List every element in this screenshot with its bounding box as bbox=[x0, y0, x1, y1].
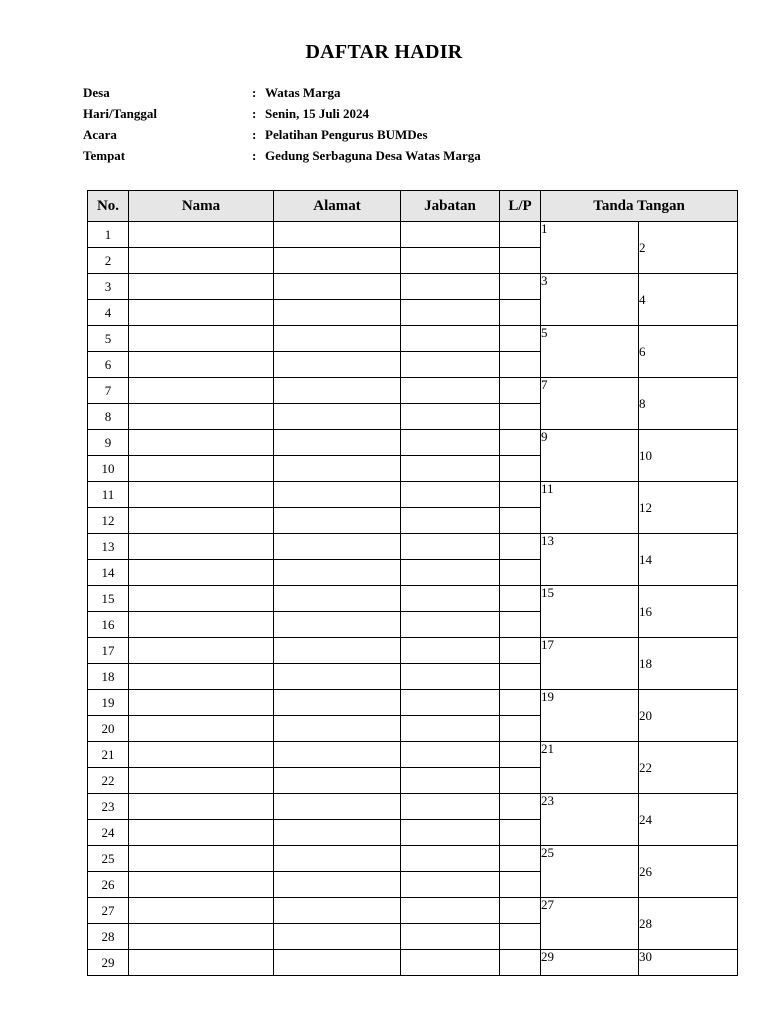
header-alamat: Alamat bbox=[274, 191, 401, 222]
address-cell[interactable] bbox=[274, 560, 401, 586]
position-cell[interactable] bbox=[401, 274, 500, 300]
position-cell[interactable] bbox=[401, 820, 500, 846]
gender-cell[interactable] bbox=[500, 378, 541, 404]
table-row bbox=[88, 534, 738, 560]
table-row bbox=[88, 430, 738, 456]
address-cell[interactable] bbox=[274, 794, 401, 820]
address-cell[interactable] bbox=[274, 456, 401, 482]
signature-cell[interactable]: 2 bbox=[639, 222, 738, 274]
signature-cell[interactable]: 8 bbox=[639, 378, 738, 430]
address-cell[interactable] bbox=[274, 274, 401, 300]
address-cell[interactable] bbox=[274, 404, 401, 430]
signature-cell[interactable]: 30 bbox=[639, 950, 738, 976]
position-cell[interactable] bbox=[401, 612, 500, 638]
gender-cell[interactable] bbox=[500, 274, 541, 300]
gender-cell[interactable] bbox=[500, 742, 541, 768]
gender-cell[interactable] bbox=[500, 950, 541, 976]
row-number: 17 bbox=[88, 638, 129, 664]
position-cell[interactable] bbox=[401, 716, 500, 742]
name-cell[interactable] bbox=[129, 664, 274, 690]
address-cell[interactable] bbox=[274, 430, 401, 456]
row-number: 22 bbox=[88, 768, 129, 794]
position-cell[interactable] bbox=[401, 482, 500, 508]
position-cell[interactable] bbox=[401, 378, 500, 404]
row-number: 20 bbox=[88, 716, 129, 742]
signature-cell[interactable]: 9 bbox=[541, 430, 639, 482]
info-label: Desa bbox=[83, 85, 110, 100]
name-cell[interactable] bbox=[129, 300, 274, 326]
address-cell[interactable] bbox=[274, 508, 401, 534]
signature-cell[interactable]: 25 bbox=[541, 846, 639, 898]
name-cell[interactable] bbox=[129, 404, 274, 430]
signature-cell[interactable]: 7 bbox=[541, 378, 639, 430]
address-cell[interactable] bbox=[274, 664, 401, 690]
row-number: 10 bbox=[88, 456, 129, 482]
table-row bbox=[88, 378, 738, 404]
position-cell[interactable] bbox=[401, 586, 500, 612]
address-cell[interactable] bbox=[274, 222, 401, 248]
name-cell[interactable] bbox=[129, 560, 274, 586]
signature-cell[interactable]: 17 bbox=[541, 638, 639, 690]
address-cell[interactable] bbox=[274, 248, 401, 274]
gender-cell[interactable] bbox=[500, 638, 541, 664]
row-number: 18 bbox=[88, 664, 129, 690]
position-cell[interactable] bbox=[401, 950, 500, 976]
info-label: Acara bbox=[83, 127, 117, 142]
table-row bbox=[88, 638, 738, 664]
gender-cell[interactable] bbox=[500, 560, 541, 586]
signature-cell[interactable]: 11 bbox=[541, 482, 639, 534]
signature-cell[interactable]: 10 bbox=[639, 430, 738, 482]
gender-cell[interactable] bbox=[500, 898, 541, 924]
table-row bbox=[88, 742, 738, 768]
position-cell[interactable] bbox=[401, 508, 500, 534]
address-cell[interactable] bbox=[274, 534, 401, 560]
signature-cell[interactable]: 6 bbox=[639, 326, 738, 378]
name-cell[interactable] bbox=[129, 716, 274, 742]
address-cell[interactable] bbox=[274, 300, 401, 326]
signature-cell[interactable]: 3 bbox=[541, 274, 639, 326]
table-row bbox=[88, 274, 738, 300]
name-cell[interactable] bbox=[129, 534, 274, 560]
row-number: 9 bbox=[88, 430, 129, 456]
address-cell[interactable] bbox=[274, 846, 401, 872]
row-number: 23 bbox=[88, 794, 129, 820]
signature-cell[interactable]: 21 bbox=[541, 742, 639, 794]
address-cell[interactable] bbox=[274, 612, 401, 638]
header-lp: L/P bbox=[500, 191, 541, 222]
gender-cell[interactable] bbox=[500, 300, 541, 326]
row-number: 1 bbox=[88, 222, 129, 248]
address-cell[interactable] bbox=[274, 950, 401, 976]
signature-cell[interactable]: 27 bbox=[541, 898, 639, 950]
position-cell[interactable] bbox=[401, 690, 500, 716]
address-cell[interactable] bbox=[274, 716, 401, 742]
address-cell[interactable] bbox=[274, 742, 401, 768]
position-cell[interactable] bbox=[401, 352, 500, 378]
signature-cell[interactable]: 5 bbox=[541, 326, 639, 378]
name-cell[interactable] bbox=[129, 326, 274, 352]
position-cell[interactable] bbox=[401, 222, 500, 248]
position-cell[interactable] bbox=[401, 248, 500, 274]
position-cell[interactable] bbox=[401, 924, 500, 950]
position-cell[interactable] bbox=[401, 404, 500, 430]
row-number: 6 bbox=[88, 352, 129, 378]
name-cell[interactable] bbox=[129, 638, 274, 664]
gender-cell[interactable] bbox=[500, 248, 541, 274]
gender-cell[interactable] bbox=[500, 586, 541, 612]
position-cell[interactable] bbox=[401, 794, 500, 820]
address-cell[interactable] bbox=[274, 326, 401, 352]
name-cell[interactable] bbox=[129, 274, 274, 300]
gender-cell[interactable] bbox=[500, 508, 541, 534]
gender-cell[interactable] bbox=[500, 326, 541, 352]
gender-cell[interactable] bbox=[500, 716, 541, 742]
gender-cell[interactable] bbox=[500, 612, 541, 638]
signature-cell[interactable]: 12 bbox=[639, 482, 738, 534]
name-cell[interactable] bbox=[129, 950, 274, 976]
table-row bbox=[88, 846, 738, 872]
name-cell[interactable] bbox=[129, 482, 274, 508]
address-cell[interactable] bbox=[274, 378, 401, 404]
address-cell[interactable] bbox=[274, 586, 401, 612]
gender-cell[interactable] bbox=[500, 404, 541, 430]
signature-cell[interactable]: 24 bbox=[639, 794, 738, 846]
name-cell[interactable] bbox=[129, 378, 274, 404]
row-number: 26 bbox=[88, 872, 129, 898]
position-cell[interactable] bbox=[401, 560, 500, 586]
row-number: 24 bbox=[88, 820, 129, 846]
name-cell[interactable] bbox=[129, 612, 274, 638]
address-cell[interactable] bbox=[274, 482, 401, 508]
gender-cell[interactable] bbox=[500, 352, 541, 378]
address-cell[interactable] bbox=[274, 638, 401, 664]
signature-cell[interactable]: 14 bbox=[639, 534, 738, 586]
info-value: Watas Marga bbox=[265, 85, 341, 100]
table-row bbox=[88, 482, 738, 508]
name-cell[interactable] bbox=[129, 742, 274, 768]
row-number: 4 bbox=[88, 300, 129, 326]
name-cell[interactable] bbox=[129, 846, 274, 872]
name-cell[interactable] bbox=[129, 430, 274, 456]
signature-cell[interactable]: 15 bbox=[541, 586, 639, 638]
name-cell[interactable] bbox=[129, 248, 274, 274]
attendance-table-body bbox=[88, 222, 738, 976]
row-number: 27 bbox=[88, 898, 129, 924]
row-number: 2 bbox=[88, 248, 129, 274]
position-cell[interactable] bbox=[401, 430, 500, 456]
address-cell[interactable] bbox=[274, 898, 401, 924]
row-number: 8 bbox=[88, 404, 129, 430]
name-cell[interactable] bbox=[129, 820, 274, 846]
info-colon: : bbox=[252, 106, 257, 121]
row-number: 15 bbox=[88, 586, 129, 612]
address-cell[interactable] bbox=[274, 768, 401, 794]
header-no: No. bbox=[88, 191, 129, 222]
header-nama: Nama bbox=[129, 191, 274, 222]
name-cell[interactable] bbox=[129, 690, 274, 716]
position-cell[interactable] bbox=[401, 846, 500, 872]
name-cell[interactable] bbox=[129, 352, 274, 378]
signature-cell[interactable]: 4 bbox=[639, 274, 738, 326]
signature-cell[interactable]: 28 bbox=[639, 898, 738, 950]
name-cell[interactable] bbox=[129, 456, 274, 482]
row-number: 5 bbox=[88, 326, 129, 352]
position-cell[interactable] bbox=[401, 898, 500, 924]
info-label: Tempat bbox=[83, 148, 126, 163]
table-row bbox=[88, 794, 738, 820]
gender-cell[interactable] bbox=[500, 456, 541, 482]
signature-cell[interactable]: 16 bbox=[639, 586, 738, 638]
signature-cell[interactable]: 23 bbox=[541, 794, 639, 846]
gender-cell[interactable] bbox=[500, 482, 541, 508]
attendance-table bbox=[87, 190, 738, 976]
page-title: DAFTAR HADIR bbox=[305, 41, 463, 63]
address-cell[interactable] bbox=[274, 924, 401, 950]
table-row bbox=[88, 690, 738, 716]
table-row bbox=[88, 222, 738, 248]
table-header-row bbox=[88, 191, 738, 222]
gender-cell[interactable] bbox=[500, 430, 541, 456]
name-cell[interactable] bbox=[129, 898, 274, 924]
info-colon: : bbox=[252, 148, 257, 163]
name-cell[interactable] bbox=[129, 508, 274, 534]
header-tanda-tangan: Tanda Tangan bbox=[541, 191, 738, 222]
table-row bbox=[88, 586, 738, 612]
row-number: 12 bbox=[88, 508, 129, 534]
name-cell[interactable] bbox=[129, 794, 274, 820]
row-number: 16 bbox=[88, 612, 129, 638]
position-cell[interactable] bbox=[401, 638, 500, 664]
row-number: 29 bbox=[88, 950, 129, 976]
table-row bbox=[88, 326, 738, 352]
gender-cell[interactable] bbox=[500, 846, 541, 872]
name-cell[interactable] bbox=[129, 586, 274, 612]
info-value: Senin, 15 Juli 2024 bbox=[265, 106, 370, 121]
info-colon: : bbox=[252, 127, 257, 142]
name-cell[interactable] bbox=[129, 924, 274, 950]
signature-cell[interactable]: 29 bbox=[541, 950, 639, 976]
address-cell[interactable] bbox=[274, 872, 401, 898]
address-cell[interactable] bbox=[274, 352, 401, 378]
row-number: 14 bbox=[88, 560, 129, 586]
signature-cell[interactable]: 1 bbox=[541, 222, 639, 274]
info-colon: : bbox=[252, 85, 257, 100]
row-number: 7 bbox=[88, 378, 129, 404]
row-number: 3 bbox=[88, 274, 129, 300]
table-row bbox=[88, 898, 738, 924]
position-cell[interactable] bbox=[401, 326, 500, 352]
signature-cell[interactable]: 19 bbox=[541, 690, 639, 742]
info-label: Hari/Tanggal bbox=[83, 106, 157, 121]
gender-cell[interactable] bbox=[500, 222, 541, 248]
gender-cell[interactable] bbox=[500, 820, 541, 846]
gender-cell[interactable] bbox=[500, 924, 541, 950]
table-row bbox=[88, 950, 738, 976]
row-number: 13 bbox=[88, 534, 129, 560]
name-cell[interactable] bbox=[129, 768, 274, 794]
address-cell[interactable] bbox=[274, 690, 401, 716]
address-cell[interactable] bbox=[274, 820, 401, 846]
position-cell[interactable] bbox=[401, 534, 500, 560]
gender-cell[interactable] bbox=[500, 664, 541, 690]
position-cell[interactable] bbox=[401, 300, 500, 326]
row-number: 21 bbox=[88, 742, 129, 768]
name-cell[interactable] bbox=[129, 222, 274, 248]
signature-cell[interactable]: 22 bbox=[639, 742, 738, 794]
position-cell[interactable] bbox=[401, 742, 500, 768]
position-cell[interactable] bbox=[401, 664, 500, 690]
gender-cell[interactable] bbox=[500, 690, 541, 716]
row-number: 11 bbox=[88, 482, 129, 508]
gender-cell[interactable] bbox=[500, 872, 541, 898]
gender-cell[interactable] bbox=[500, 794, 541, 820]
info-value: Gedung Serbaguna Desa Watas Marga bbox=[265, 148, 481, 163]
signature-cell[interactable]: 18 bbox=[639, 638, 738, 690]
signature-cell[interactable]: 26 bbox=[639, 846, 738, 898]
gender-cell[interactable] bbox=[500, 768, 541, 794]
row-number: 28 bbox=[88, 924, 129, 950]
header-jabatan: Jabatan bbox=[401, 191, 500, 222]
position-cell[interactable] bbox=[401, 872, 500, 898]
row-number: 19 bbox=[88, 690, 129, 716]
info-value: Pelatihan Pengurus BUMDes bbox=[265, 127, 428, 142]
signature-cell[interactable]: 20 bbox=[639, 690, 738, 742]
position-cell[interactable] bbox=[401, 456, 500, 482]
signature-cell[interactable]: 13 bbox=[541, 534, 639, 586]
name-cell[interactable] bbox=[129, 872, 274, 898]
position-cell[interactable] bbox=[401, 768, 500, 794]
row-number: 25 bbox=[88, 846, 129, 872]
gender-cell[interactable] bbox=[500, 534, 541, 560]
